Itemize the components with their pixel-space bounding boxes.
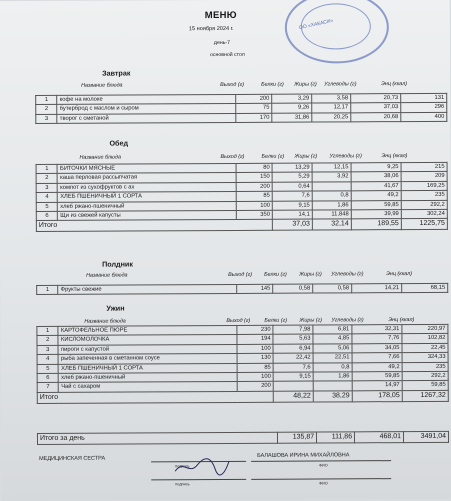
nurse-name: БАЛАШОВА ИРИНА МИХАЙЛОВНА [257,452,350,459]
menu-cell-energy: 215 [401,162,447,172]
menu-cell-carbs: 38,06 [351,172,401,182]
total-protein: 48,22 [273,391,313,402]
menu-cell-output: 194 [237,335,273,345]
col-header-energy: Энц (ккал) [381,153,408,160]
menu-cell-energy: 169,25 [401,181,447,191]
signature-line-2 [151,479,246,480]
menu-cell-carbs: 41,67 [351,181,401,191]
signature-scribble [171,455,231,477]
menu-cell-output: 100 [238,372,274,382]
col-header-protein: Белки (г) [261,81,284,88]
menu-cell-fat: 6,81 [313,325,352,335]
menu-cell-protein: 22,42 [273,353,313,363]
col-header-name: Название блюда [79,154,121,161]
stamp-seal [285,0,389,64]
menu-cell-carbs: 7,76 [352,334,402,344]
menu-cell-output: 200 [238,382,274,392]
menu-cell-number: 6 [36,211,58,221]
col-header-protein: Белки (г) [264,317,288,324]
menu-cell-dish: творог с сметаной [57,113,236,123]
menu-cell-dish: хлеб ржано-пшеничный [59,372,238,382]
total-carbs: 178,05 [352,390,402,401]
col-header-energy: Энц (ккал) [386,271,413,278]
menu-cell-protein: 13,29 [272,163,312,173]
menu-cell-energy: 68,15 [402,283,448,293]
menu-cell-protein: 14,1 [272,210,312,220]
menu-cell-carbs: 49,2 [352,362,402,372]
col-header-fat: Жиры (г) [299,317,323,324]
col-header-output: Выход (г) [220,153,245,161]
menu-cell-number: 2 [36,105,58,115]
menu-cell-fat: 4,85 [313,334,352,344]
menu-cell-protein [273,381,313,391]
menu-cell-carbs: 32,31 [352,325,402,335]
col-header-carbs: Углеводы (г) [331,317,364,324]
menu-cell-output: 350 [237,210,273,220]
menu-cell-dish: ХЛЕБ ПШЕНИЧНЫЙ 1 СОРТА [58,192,237,202]
menu-cell-number: 5 [37,364,59,374]
menu-cell-number: 1 [37,285,59,295]
menu-cell-fat: 3,92 [312,172,351,182]
signature-caption-2: подпись [175,482,190,487]
menu-cell-carbs: 7,66 [352,353,402,363]
menu-cell-protein: 5,29 [272,172,312,182]
menu-cell-energy: 296 [401,103,447,113]
menu-cell-energy: 235 [401,191,447,201]
menu-row [37,283,448,295]
menu-cell-number: 6 [37,373,59,383]
menu-cell-output: 200 [236,94,272,104]
menu-cell-dish: КИСЛОМОЛОЧКА [58,335,237,345]
menu-cell-number: 2 [36,174,58,184]
menu-cell-dish: Чай с сахаром [59,382,238,392]
col-header-protein: Белки (г) [264,271,287,278]
lunch-table [36,162,448,233]
menu-cell-carbs: 20,68 [351,112,401,122]
menu-cell-energy: 220,97 [402,324,448,334]
menu-cell-fat: 5,06 [313,344,352,354]
menu-cell-protein: 9,26 [272,103,312,113]
col-header-name: Название блюда [84,318,126,325]
day-total-table [37,431,449,445]
menu-cell-carbs: 59,85 [351,200,401,210]
col-header-fat: Жиры (г) [294,81,317,88]
menu-cell-carbs: 20,73 [351,94,401,104]
menu-cell-output: 85 [237,363,273,373]
menu-cell-protein: 3,29 [272,94,312,104]
menu-cell-number: 4 [36,193,58,203]
stamp-text: ОО «ХАКАСИ» [298,17,334,32]
menu-cell-carbs: 14,21 [352,284,402,294]
menu-cell-dish: рыба запеченная в сметанном соусе [59,354,238,364]
menu-cell-dish: хлеб ржано-пшеничный [58,201,237,211]
menu-cell-fat: 12,15 [312,163,351,173]
dinner-heading: Ужин [106,303,125,313]
menu-cell-energy: 22,45 [402,343,448,353]
total-energy: 1225,75 [401,219,447,230]
menu-cell-number: 1 [37,326,59,336]
day-total-row [37,431,448,444]
menu-cell-carbs: 34,05 [352,343,402,353]
menu-cell-energy: 131 [401,93,447,103]
signature-caption: подпись [175,464,190,469]
menu-cell-fat: 11,848 [312,210,351,220]
total-label: Итого [36,220,272,232]
menu-date: 15 ноября 2024 г. [188,25,234,33]
menu-cell-protein: 31,86 [272,113,312,123]
snack-heading: Полдник [102,259,133,269]
fio-line [251,460,391,462]
menu-cell-number: 4 [37,355,59,365]
page-title: МЕНЮ [204,9,237,22]
menu-cell-energy: 209 [401,172,447,182]
menu-cell-number: 5 [36,202,58,212]
day-total-protein: 135,87 [278,432,317,443]
menu-cell-protein: 7,6 [272,191,312,201]
menu-cell-fat: 0,58 [313,284,352,294]
day-total-energy: 3491,04 [403,431,448,442]
menu-cell-fat: 12,17 [312,103,351,113]
menu-cell-number: 3 [36,114,58,124]
menu-cell-dish: Щи из свежей капусты [58,210,237,220]
menu-cell-energy: 235 [402,362,448,372]
col-header-name: Название блюда [81,82,123,89]
menu-cell-number: 1 [36,164,58,174]
fio-caption-2: ФИО [319,481,328,486]
total-energy: 1267,32 [402,390,448,401]
menu-cell-dish: кофе на молоке [57,94,236,104]
menu-cell-fat [313,381,352,391]
menu-cell-output: 145 [237,284,273,294]
menu-cell-output: 100 [237,201,273,211]
menu-cell-carbs: 49,2 [351,191,401,201]
menu-cell-energy: 292,2 [402,371,448,381]
menu-cell-protein: 0,58 [273,284,313,294]
menu-cell-output: 130 [237,353,273,363]
day-total-carbs: 468,01 [355,432,404,443]
menu-cell-carbs: 39,99 [351,210,401,220]
col-header-fat: Жиры (г) [294,153,318,160]
menu-cell-energy: 324,33 [402,353,448,363]
col-header-energy: Энц (ккал) [381,81,408,88]
menu-cell-fat: 20,25 [312,113,351,123]
menu-cell-dish: ХЛЕБ ПШЕНИЧНЫЙ 1 СОРТА [59,363,238,373]
menu-cell-dish: бутерброд с маслом и сыром [57,104,236,114]
menu-cell-fat: 22,51 [313,353,352,363]
menu-cell-output: 85 [237,191,273,201]
menu-cell-fat [312,182,351,192]
col-header-carbs: Углеводы (г) [324,81,357,88]
menu-cell-protein: 9,15 [273,372,313,382]
day-total-fat: 111,86 [317,432,355,443]
total-label: Итого [37,391,273,403]
menu-cell-dish: БИТОЧКИ МЯСНЫЕ [58,163,237,173]
menu-cell-output: 75 [236,104,272,114]
col-header-carbs: Углеводы (г) [331,271,364,278]
menu-cell-output: 230 [237,325,273,335]
menu-cell-output: 170 [236,113,272,123]
menu-cell-number: 3 [37,345,59,355]
col-header-energy: Энц (ккал) [388,317,415,324]
menu-cell-energy: 400 [401,112,447,122]
menu-cell-protein: 7,6 [273,363,313,373]
total-protein: 37,03 [272,219,312,230]
menu-cell-number: 1 [36,95,58,105]
menu-cell-number: 7 [37,383,59,393]
total-row [36,219,447,232]
menu-cell-protein: 5,63 [273,334,313,344]
day-total-label: Итого за день [37,432,277,444]
snack-table [36,283,448,296]
col-header-carbs: Углеводы (г) [329,153,362,160]
fio-caption: ФИО [319,463,328,468]
menu-cell-energy: 102,82 [402,334,448,344]
menu-cell-fat: 1,86 [313,372,352,382]
menu-cell-carbs: 37,03 [351,103,401,113]
col-header-protein: Белки (г) [261,153,285,160]
nurse-label: МЕДИЦИНСКАЯ СЕСТРА [39,455,106,462]
menu-cell-dish: КАРТОФЕЛЬНОЕ ПЮРЕ [58,325,237,335]
menu-cell-number: 2 [37,336,59,346]
breakfast-heading: Завтрак [102,68,131,78]
menu-cell-fat: 0,8 [312,191,351,201]
menu-cell-number: 3 [36,183,58,193]
lunch-heading: Обед [109,138,129,148]
col-header-fat: Жиры (г) [299,271,322,278]
menu-cell-fat: 1,86 [312,200,351,210]
menu-cell-output: 80 [236,163,272,173]
total-carbs: 189,55 [351,219,401,230]
menu-cell-output: 200 [237,182,273,192]
menu-cell-carbs: 59,85 [352,372,402,382]
col-header-name: Название блюда [86,272,128,279]
col-header-output: Выход (г) [228,271,253,278]
total-row [37,390,448,403]
menu-cell-protein: 9,15 [272,201,312,211]
fio-line-2 [251,478,391,480]
breakfast-table [35,93,447,124]
menu-cell-energy: 59,85 [402,381,448,391]
dinner-table [36,324,448,404]
menu-cell-protein: 6,94 [273,344,313,354]
menu-cell-dish: каша перловая рассыпчатая [58,173,237,183]
total-fat: 32,14 [312,219,351,230]
menu-row [36,112,447,124]
col-header-output: Выход (г) [220,81,245,89]
menu-cell-carbs: 9,25 [351,163,401,173]
menu-cell-protein: 7,98 [273,325,313,335]
menu-day: день-7 [213,39,231,47]
menu-cell-dish: пироги с капустой [58,344,237,354]
menu-cell-energy: 292,2 [401,200,447,210]
menu-cell-fat: 0,8 [313,362,352,372]
menu-cell-dish: Фрукты свежие [58,284,237,294]
menu-cell-fat: 3,58 [312,94,351,104]
menu-cell-carbs: 14,97 [352,381,402,391]
menu-cell-energy: 302,24 [401,209,447,219]
menu-cell-output: 100 [237,344,273,354]
menu-table-type: основной стол [209,51,245,59]
menu-cell-output: 150 [236,173,272,183]
total-fat: 38,29 [313,391,352,402]
menu-cell-protein: 0,64 [272,182,312,192]
menu-cell-dish: компот из сухофруктов с ах [58,182,237,192]
col-header-output: Выход (г) [226,317,251,324]
